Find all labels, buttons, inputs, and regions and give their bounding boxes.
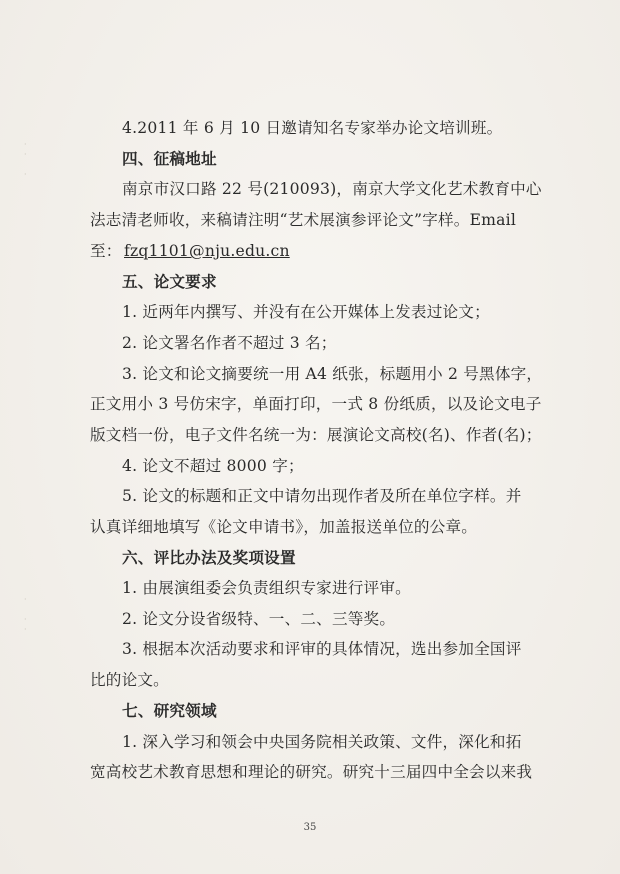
binding-marks: · · · — [24, 140, 27, 179]
paragraph-line: 5. 论文的标题和正文中请勿出现作者及所在单位字样。并 — [122, 487, 522, 505]
paragraph-line: 4. 论文不超过 8000 字； — [122, 457, 304, 475]
paragraph-line: 3. 论文和论文摘要统一用 A4 纸张，标题用小 2 号黑体字， — [122, 365, 543, 383]
section-heading: 五、论文要求 — [122, 273, 217, 291]
paragraph-line: 4.2011 年 6 月 10 日邀请知名专家举办论文培训班。 — [122, 119, 503, 137]
paragraph-line: 1. 深入学习和领会中央国务院相关政策、文件，深化和拓 — [122, 733, 522, 751]
section-heading: 六、评比办法及奖项设置 — [122, 549, 296, 567]
page-number: 35 — [303, 822, 317, 833]
section-heading: 七、研究领域 — [122, 702, 217, 720]
paragraph-line: 至： — [90, 242, 122, 260]
paragraph-line: 宽高校艺术教育思想和理论的研究。研究十三届四中全会以来我 — [90, 763, 533, 781]
paragraph-line: 南京市汉口路 22 号(210093)，南京大学文化艺术教育中心 — [122, 180, 542, 198]
binding-marks: · · · — [24, 595, 27, 634]
paragraph-line: 3. 根据本次活动要求和评审的具体情况，选出参加全国评 — [122, 640, 522, 658]
paragraph-line: 1. 由展演组委会负责组织专家进行评审。 — [122, 579, 411, 597]
paragraph-line: 认真详细地填写《论文申请书》，加盖报送单位的公章。 — [90, 518, 478, 536]
paragraph-line: 1. 近两年内撰写、并没有在公开媒体上发表过论文； — [122, 303, 490, 321]
section-heading: 四、征稿地址 — [122, 150, 217, 168]
email-link[interactable]: fzq1101@nju.edu.cn — [124, 242, 290, 260]
paragraph-line: 正文用小 3 号仿宋字，单面打印，一式 8 份纸质，以及论文电子 — [90, 395, 542, 413]
paragraph-line: 2. 论文署名作者不超过 3 名； — [122, 334, 337, 352]
paragraph-line: 比的论文。 — [90, 671, 169, 689]
paragraph-line: 2. 论文分设省级特、一、二、三等奖。 — [122, 610, 396, 628]
paragraph-line: 法志清老师收，来稿请注明“艺术展演参评论文”字样。Email — [90, 211, 517, 229]
paragraph-line: 版文档一份，电子文件名统一为：展演论文高校(名)、作者(名)； — [90, 426, 542, 444]
